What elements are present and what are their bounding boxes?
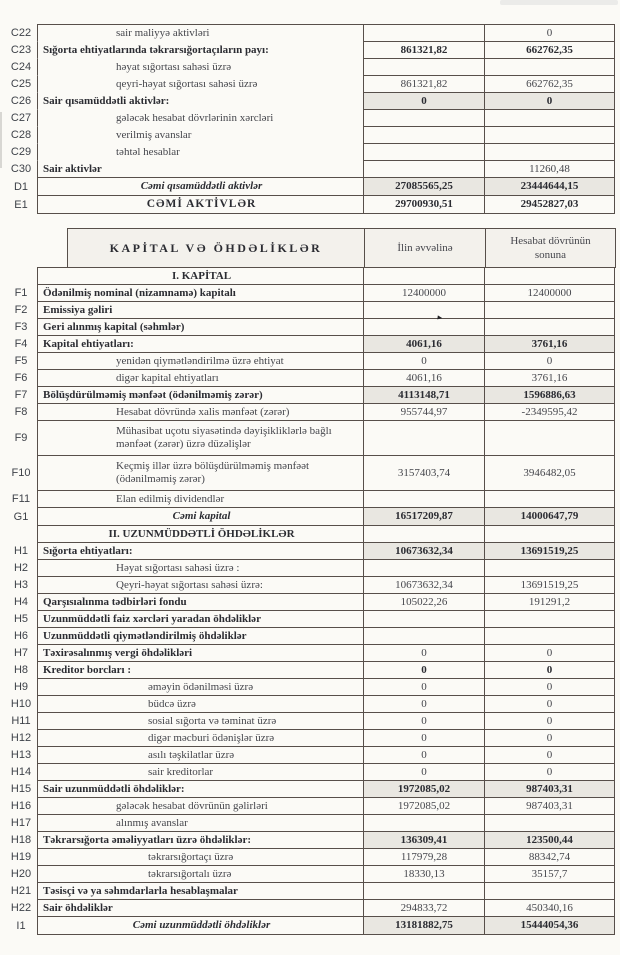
value-year-start <box>363 814 485 832</box>
table-row <box>4 386 620 404</box>
row-code: H16 <box>10 800 32 812</box>
row-label: təkrarsığortaçı üzrə <box>37 848 364 866</box>
row-code: H22 <box>10 902 32 914</box>
value-period-end: 123500,44 <box>484 831 615 849</box>
value-period-end: 3761,16 <box>484 369 615 387</box>
value-period-end <box>484 126 615 144</box>
value-year-start: 0 <box>363 695 485 713</box>
row-label: Mühasibat uçotu siyasətində dəyişikliklərlə bağlı mənfəət (zərər) üzrə düzəlişlər <box>37 420 364 456</box>
table-row <box>4 712 620 730</box>
value-year-start <box>363 267 485 285</box>
row-code: C25 <box>10 78 32 90</box>
value-period-end: 23444644,15 <box>484 177 615 196</box>
value-year-start: 10673632,34 <box>363 542 485 560</box>
table-row <box>4 797 620 815</box>
row-label: həyat sığortası sahəsi üzrə <box>37 58 364 76</box>
value-year-start: 0 <box>363 729 485 747</box>
row-code: F11 <box>11 493 31 505</box>
table-row <box>4 24 620 42</box>
row-code: H10 <box>10 698 32 710</box>
table-row <box>4 403 620 421</box>
table-row <box>4 177 620 196</box>
row-code: H19 <box>10 851 32 863</box>
value-period-end <box>484 490 615 508</box>
value-year-start: 16517209,87 <box>363 507 485 526</box>
value-year-start: 4061,16 <box>363 369 485 387</box>
table-row <box>4 559 620 577</box>
value-year-start: 955744,97 <box>363 403 485 421</box>
table-row <box>4 352 620 370</box>
table-row <box>4 814 620 832</box>
row-code: C29 <box>10 146 32 158</box>
table-row <box>4 284 620 302</box>
value-year-start <box>363 627 485 645</box>
row-label: Keçmiş illər üzrə bölüşdürülməmiş mənfəət (ödənilməmiş zərər) <box>37 455 364 491</box>
value-period-end: 0 <box>484 763 615 781</box>
value-period-end <box>484 559 615 577</box>
value-year-start: 4113148,71 <box>363 386 485 404</box>
row-label: asılı təşkilatlar üzrə <box>37 746 364 764</box>
row-code: H4 <box>13 596 29 608</box>
value-period-end: 662762,35 <box>484 75 615 93</box>
value-period-end: 0 <box>484 695 615 713</box>
row-label: Təkrarsığorta əməliyyatları üzrə öhdəliklər: <box>37 831 364 849</box>
value-period-end <box>484 267 615 285</box>
row-code: H11 <box>11 715 31 727</box>
value-period-end: 0 <box>484 92 615 110</box>
table-row <box>4 420 620 456</box>
value-period-end: 15444054,36 <box>484 916 615 935</box>
value-year-start: 0 <box>363 661 485 679</box>
value-period-end: 450340,16 <box>484 899 615 917</box>
row-label: II. UZUNMÜDDƏTLİ ÖHDƏLİKLƏR <box>37 525 364 543</box>
table-row <box>4 126 620 144</box>
row-label: Kapital ehtiyatları: <box>37 335 364 353</box>
value-period-end: 0 <box>484 678 615 696</box>
row-code: F3 <box>14 321 28 333</box>
value-year-start <box>363 143 485 161</box>
row-label: Qarşısıalınma tədbirləri fondu <box>37 593 364 611</box>
row-code: F6 <box>14 372 28 384</box>
table-row <box>4 763 620 781</box>
table-row <box>4 644 620 662</box>
value-period-end: 0 <box>484 746 615 764</box>
row-label: sair kreditorlar <box>37 763 364 781</box>
value-period-end <box>484 882 615 900</box>
value-year-start <box>363 24 485 42</box>
value-year-start: 0 <box>363 746 485 764</box>
row-label: Kreditor borcları : <box>37 661 364 679</box>
row-label: Elan edilmiş dividendlər <box>37 490 364 508</box>
value-period-end: 191291,2 <box>484 593 615 611</box>
value-period-end: 88342,74 <box>484 848 615 866</box>
row-label: Həyat sığortası sahəsi üzrə : <box>37 559 364 577</box>
value-period-end: 1596886,63 <box>484 386 615 404</box>
row-code: H1 <box>13 545 29 557</box>
row-label: əməyin ödənilməsi üzrə <box>37 678 364 696</box>
value-period-end: 13691519,25 <box>484 576 615 594</box>
value-period-end: 0 <box>484 661 615 679</box>
row-label: qeyri-həyat sığortası sahəsi üzrə <box>37 75 364 93</box>
value-year-start: 18330,13 <box>363 865 485 883</box>
row-code: I1 <box>16 919 26 932</box>
row-code: H17 <box>10 817 32 829</box>
value-year-start: 3157403,74 <box>363 455 485 491</box>
value-period-end: -2349595,42 <box>484 403 615 421</box>
row-label: digər kapital ehtiyatları <box>37 369 364 387</box>
row-label: Uzunmüddətli faiz xərcləri yaradan öhdəliklər <box>37 610 364 628</box>
value-year-start: 861321,82 <box>363 75 485 93</box>
row-code: H7 <box>13 647 29 659</box>
section-row <box>4 267 620 285</box>
value-period-end: 662762,35 <box>484 41 615 59</box>
table-row <box>4 542 620 560</box>
value-year-start: 861321,82 <box>363 41 485 59</box>
row-label: Cəmi kapital <box>37 507 364 526</box>
table-row <box>4 916 620 935</box>
value-year-start <box>363 525 485 543</box>
table-row <box>4 318 620 336</box>
table-row <box>4 848 620 866</box>
row-code: C23 <box>10 44 32 56</box>
table-row <box>4 729 620 747</box>
row-label: gələcək hesabat dövrlərinin xərcləri <box>37 109 364 127</box>
row-code: C27 <box>10 112 32 124</box>
row-label: I. KAPİTAL <box>37 267 364 285</box>
row-code: C30 <box>10 163 32 175</box>
value-period-end: 0 <box>484 24 615 42</box>
row-code: F10 <box>11 467 31 479</box>
table-row <box>4 899 620 917</box>
value-year-start: 136309,41 <box>363 831 485 849</box>
value-period-end <box>484 318 615 336</box>
row-label: Uzunmüddətli qiymətləndirilmiş öhdəliklər <box>37 627 364 645</box>
row-label: Təxirəsalınmış vergi öhdəlikləri <box>37 644 364 662</box>
value-period-end: 987403,31 <box>484 780 615 798</box>
row-code: C26 <box>10 95 32 107</box>
row-code: F7 <box>14 389 28 401</box>
value-period-end <box>484 301 615 319</box>
row-label: Sair öhdəliklər <box>37 899 364 917</box>
value-year-start: 105022,26 <box>363 593 485 611</box>
value-period-end: 11260,48 <box>484 160 615 178</box>
table-row <box>4 678 620 696</box>
value-year-start: 12400000 <box>363 284 485 302</box>
value-period-end: 3761,16 <box>484 335 615 353</box>
row-label: Sığorta ehtiyatları: <box>37 542 364 560</box>
table-row <box>4 576 620 594</box>
table-title-text: KAPİTAL VƏ ÖHDƏLİKLƏR <box>109 240 323 255</box>
row-code <box>4 525 38 543</box>
row-code: H9 <box>13 681 29 693</box>
value-year-start <box>363 882 485 900</box>
row-label: Qeyri-həyat sığortası sahəsi üzrə: <box>37 576 364 594</box>
value-year-start: 1972085,02 <box>363 797 485 815</box>
table-row <box>4 195 620 214</box>
value-period-end <box>484 814 615 832</box>
table-row <box>4 695 620 713</box>
row-label: təkrarsığortalı üzrə <box>37 865 364 883</box>
row-code: F4 <box>14 338 28 350</box>
table-row <box>4 661 620 679</box>
row-code: F8 <box>14 406 28 418</box>
row-code: F5 <box>14 355 28 367</box>
value-year-start <box>363 58 485 76</box>
table-row <box>4 75 620 93</box>
row-label: verilmiş avanslar <box>37 126 364 144</box>
scan-edge-artifact <box>0 112 2 168</box>
value-year-start: 13181882,75 <box>363 916 485 935</box>
value-year-start: 0 <box>363 763 485 781</box>
value-period-end <box>484 58 615 76</box>
table-row <box>4 143 620 161</box>
value-period-end: 0 <box>484 729 615 747</box>
value-year-start: 0 <box>363 678 485 696</box>
table-row <box>4 865 620 883</box>
row-code <box>4 267 38 285</box>
scan-artifact-arrow: ► <box>435 313 445 322</box>
row-label: Sair uzunmüddətli öhdəliklər: <box>37 780 364 798</box>
value-period-end: 13691519,25 <box>484 542 615 560</box>
table-row <box>4 780 620 798</box>
value-year-start: 0 <box>363 352 485 370</box>
row-code: C24 <box>10 61 32 73</box>
row-label: digər məcburi ödənişlər üzrə <box>37 729 364 747</box>
row-code: H2 <box>13 562 29 574</box>
table-row <box>4 593 620 611</box>
section-row <box>4 525 620 543</box>
value-year-start <box>363 610 485 628</box>
table-row <box>4 610 620 628</box>
row-label: Təsisçi və ya səhmdarlarla hesablaşmalar <box>37 882 364 900</box>
row-code: H13 <box>10 749 32 761</box>
value-year-start: 294833,72 <box>363 899 485 917</box>
row-code: D1 <box>13 180 29 193</box>
table-row <box>4 627 620 645</box>
row-label: Ödənilmiş nominal (nizamnamə) kapitalı <box>37 284 364 302</box>
row-code: H14 <box>10 766 32 778</box>
value-period-end: 987403,31 <box>484 797 615 815</box>
value-period-end: 0 <box>484 644 615 662</box>
value-year-start: 0 <box>363 644 485 662</box>
table-row <box>4 301 620 322</box>
value-year-start <box>363 160 485 178</box>
value-period-end <box>484 627 615 645</box>
table-row <box>4 831 620 849</box>
value-year-start: 29700930,51 <box>363 195 485 214</box>
row-label: sosial sığorta və təminat üzrə <box>37 712 364 730</box>
equity-liabilities-table <box>4 228 620 935</box>
value-period-end <box>484 420 615 456</box>
value-period-end <box>484 610 615 628</box>
row-label: Emissiya gəliri <box>37 301 364 319</box>
row-code: H3 <box>13 579 29 591</box>
row-label: Sığorta ehtiyatlarında təkrarsığortaçıların payı: <box>37 41 364 59</box>
column-header-period-end: Hesabat dövrünün sonuna <box>485 228 616 268</box>
row-code: F2 <box>14 304 28 316</box>
value-period-end <box>484 143 615 161</box>
value-year-start <box>363 559 485 577</box>
value-year-start: 10673632,34 <box>363 576 485 594</box>
row-code: H18 <box>10 834 32 846</box>
table-row <box>4 455 620 491</box>
table-row <box>4 490 620 508</box>
value-period-end: 35157,7 <box>484 865 615 883</box>
value-period-end <box>484 109 615 127</box>
row-code: H6 <box>13 630 29 642</box>
value-period-end: 12400000 <box>484 284 615 302</box>
row-label: büdcə üzrə <box>37 695 364 713</box>
value-period-end: 14000647,79 <box>484 507 615 526</box>
value-year-start <box>363 126 485 144</box>
table-row <box>4 746 620 764</box>
table-row <box>4 882 620 900</box>
row-label: yenidən qiymətləndirilmə üzrə ehtiyat <box>37 352 364 370</box>
row-code: H5 <box>13 613 29 625</box>
row-code: E1 <box>14 198 28 211</box>
value-year-start: 0 <box>363 92 485 110</box>
value-year-start: 1972085,02 <box>363 780 485 798</box>
table-header-title <box>67 228 365 268</box>
value-year-start: 4061,16 <box>363 335 485 353</box>
row-label: Sair aktivlər <box>37 160 364 178</box>
table-header-row <box>68 228 620 268</box>
value-year-start <box>363 490 485 508</box>
row-label: Cəmi qısamüddətli aktivlər <box>37 177 364 196</box>
value-year-start: 27085565,25 <box>363 177 485 196</box>
table-row <box>4 109 620 127</box>
row-label: təhtəl hesablar <box>37 143 364 161</box>
row-label: Cəmi uzunmüddətli öhdəliklər <box>37 916 364 935</box>
value-year-start <box>363 109 485 127</box>
assets-table <box>4 24 620 214</box>
value-year-start: 0 <box>363 712 485 730</box>
row-label: Hesabat dövründə xalis mənfəət (zərər) <box>37 403 364 421</box>
row-code: F9 <box>14 432 28 444</box>
row-label: gələcək hesabat dövrünün gəlirləri <box>37 797 364 815</box>
column-header-year-start: İlin əvvəlinə <box>364 228 486 268</box>
row-code: H8 <box>13 664 29 676</box>
row-label: alınmış avanslar <box>37 814 364 832</box>
row-label: Geri alınmış kapital (səhmlər) <box>37 318 364 336</box>
row-label: Sair qısamüddətli aktivlər: <box>37 92 364 110</box>
row-code: H12 <box>10 732 32 744</box>
row-code: H21 <box>10 885 32 897</box>
row-code: H15 <box>10 783 32 795</box>
row-code: G1 <box>13 510 29 523</box>
value-period-end <box>484 525 615 543</box>
row-code: H20 <box>10 868 32 880</box>
value-year-start <box>363 318 485 336</box>
value-period-end: 0 <box>484 352 615 370</box>
value-year-start <box>363 301 485 322</box>
row-code: C28 <box>10 129 32 141</box>
row-label: Bölüşdürülməmiş mənfəət (ödənilməmiş zərər) <box>37 386 364 404</box>
value-period-end: 0 <box>484 712 615 730</box>
scan-smudge <box>500 0 618 5</box>
table-row <box>4 507 620 526</box>
table-row <box>4 160 620 178</box>
table-row <box>4 369 620 387</box>
value-year-start <box>363 420 485 456</box>
value-period-end: 29452827,03 <box>484 195 615 214</box>
row-code: F1 <box>14 287 28 299</box>
table-row <box>4 58 620 76</box>
row-code: C22 <box>10 27 32 39</box>
value-period-end: 3946482,05 <box>484 455 615 491</box>
equity-liabilities-table-body <box>4 267 620 935</box>
row-label: sair maliyyə aktivləri <box>37 24 364 42</box>
value-year-start: 117979,28 <box>363 848 485 866</box>
table-row <box>4 92 620 110</box>
row-label: CƏMİ AKTİVLƏR <box>37 195 364 214</box>
table-row <box>4 41 620 59</box>
table-row <box>4 335 620 353</box>
